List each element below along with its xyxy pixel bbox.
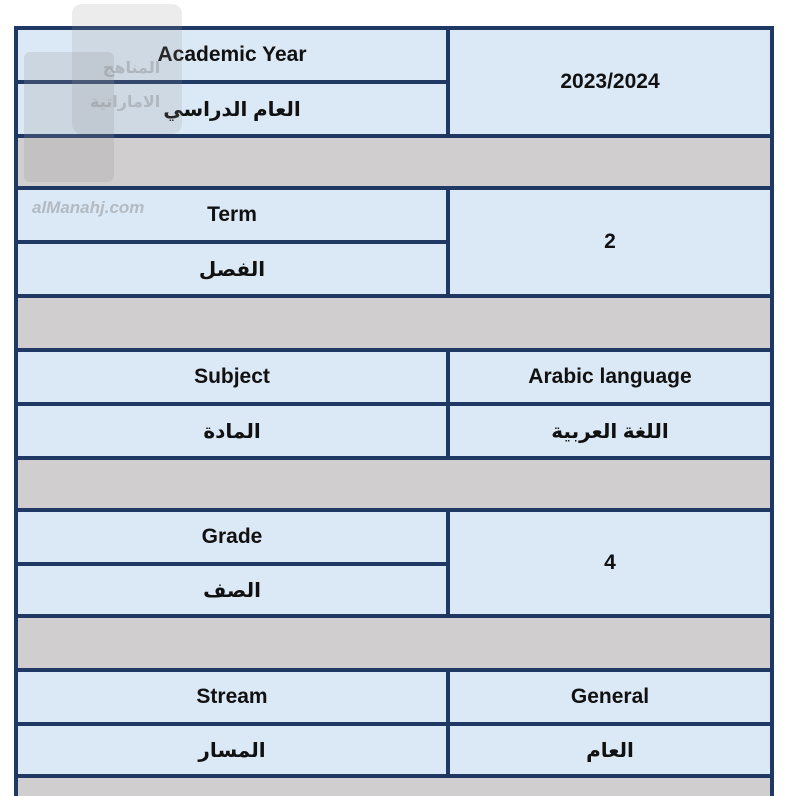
separator-row	[18, 778, 770, 796]
stream-label-ar: المسار	[18, 726, 446, 774]
info-table	[14, 26, 774, 796]
separator-row	[18, 298, 770, 348]
subject-value-ar: اللغة العربية	[450, 406, 770, 456]
stream-value-en: General	[450, 672, 770, 722]
grade-value: 4	[450, 512, 770, 614]
term-value: 2	[450, 190, 770, 294]
term-label-ar: الفصل	[18, 244, 446, 294]
subject-label-ar: المادة	[18, 406, 446, 456]
academic-year-label-ar: العام الدراسي	[18, 84, 446, 134]
subject-value-en: Arabic language	[450, 352, 770, 402]
academic-year-value: 2023/2024	[450, 30, 770, 134]
watermark-line-2: الاماراتية	[90, 94, 161, 111]
stream-label-en: Stream	[18, 672, 446, 722]
subject-label-en: Subject	[18, 352, 446, 402]
stream-value-ar: العام	[450, 726, 770, 774]
grade-label-ar: الصف	[18, 566, 446, 614]
watermark-line-1: المناهج	[102, 60, 161, 77]
term-label-en: Term	[18, 190, 446, 240]
separator-row	[18, 138, 770, 186]
academic-year-label-en: Academic Year	[18, 30, 446, 80]
watermark-site-text: alManahj.com	[32, 198, 145, 217]
separator-row	[18, 618, 770, 668]
separator-row	[18, 460, 770, 508]
grade-label-en: Grade	[18, 512, 446, 562]
